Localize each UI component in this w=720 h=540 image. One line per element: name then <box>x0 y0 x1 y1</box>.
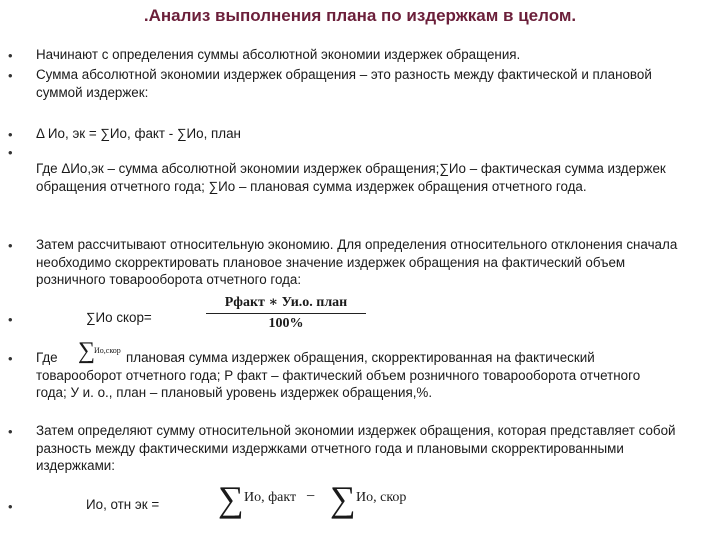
bullet-marker: • <box>8 68 13 83</box>
fraction-denominator: 100% <box>268 316 304 331</box>
paragraph-relative-economy: Затем рассчитывают относительную экономию. Для определения относительного отклонения сначала необходимо скорректировать плановое значение издержек обращения на фактический объем розничного товарооборота отчетного года: <box>36 237 678 287</box>
bullet-marker: • <box>8 351 13 366</box>
bullet-marker: • <box>8 499 13 514</box>
paragraph-relative-sum: Затем определяют сумму относительной экономии издержек обращения, которая представляет собой разность между фактическими издержками отчетного года и плановыми скорректированными издержками: <box>36 423 676 473</box>
bullet-marker: • <box>8 48 13 63</box>
slide-title: .Анализ выполнения плана по издержкам в целом. <box>143 6 577 25</box>
formula-relative-lhs: Ио, отн эк = <box>86 497 160 512</box>
formula-corrected-fraction <box>206 294 366 332</box>
paragraph-corrected-definition: плановая сумма издержек обращения, скорректированная на фактический товарооборот отчетного года; Р факт – фактический объем розничного товарооборота отчетного года; У и. о., план – плановый уровень издержек обращения,%. <box>36 350 641 400</box>
sigma-symbol: ∑ <box>78 338 96 364</box>
formula-absolute-economy: Δ Ио, эк = ∑Ио, факт - ∑Ио, план <box>36 126 241 141</box>
paragraph-intro: Начинают с определения суммы абсолютной экономии издержек обращения. <box>36 47 521 62</box>
bullet-marker: • <box>8 424 13 439</box>
minus-sign: − <box>306 488 316 505</box>
sigma-subscript: Ио,скор <box>94 346 121 355</box>
bullet-marker: • <box>8 238 13 253</box>
sigma-symbol: ∑ <box>330 479 356 519</box>
where-label: Где <box>36 350 58 365</box>
bullet-marker: • <box>8 127 13 142</box>
formula-term-corrected: Ио, скор <box>356 490 407 505</box>
bullet-marker: • <box>8 312 13 327</box>
sigma-symbol: ∑ <box>218 479 244 519</box>
bullet-marker: • <box>8 145 13 160</box>
fraction-numerator: Pфакт ∗ Уи.о. план <box>206 294 366 314</box>
formula-term-fact: Ио, факт <box>244 490 297 505</box>
paragraph-notation: Где ΔИо,эк – сумма абсолютной экономии издержек обращения;∑Ио – фактическая сумма издержек обращения отчетного года; ∑Ио – плановая сумма издержек обращения отчетного года. <box>36 161 666 194</box>
formula-corrected-lhs: ∑Ио скор= <box>86 310 152 325</box>
paragraph-definition: Сумма абсолютной экономии издержек обращения – это разность между фактической и плановой суммой издержек: <box>36 67 652 100</box>
